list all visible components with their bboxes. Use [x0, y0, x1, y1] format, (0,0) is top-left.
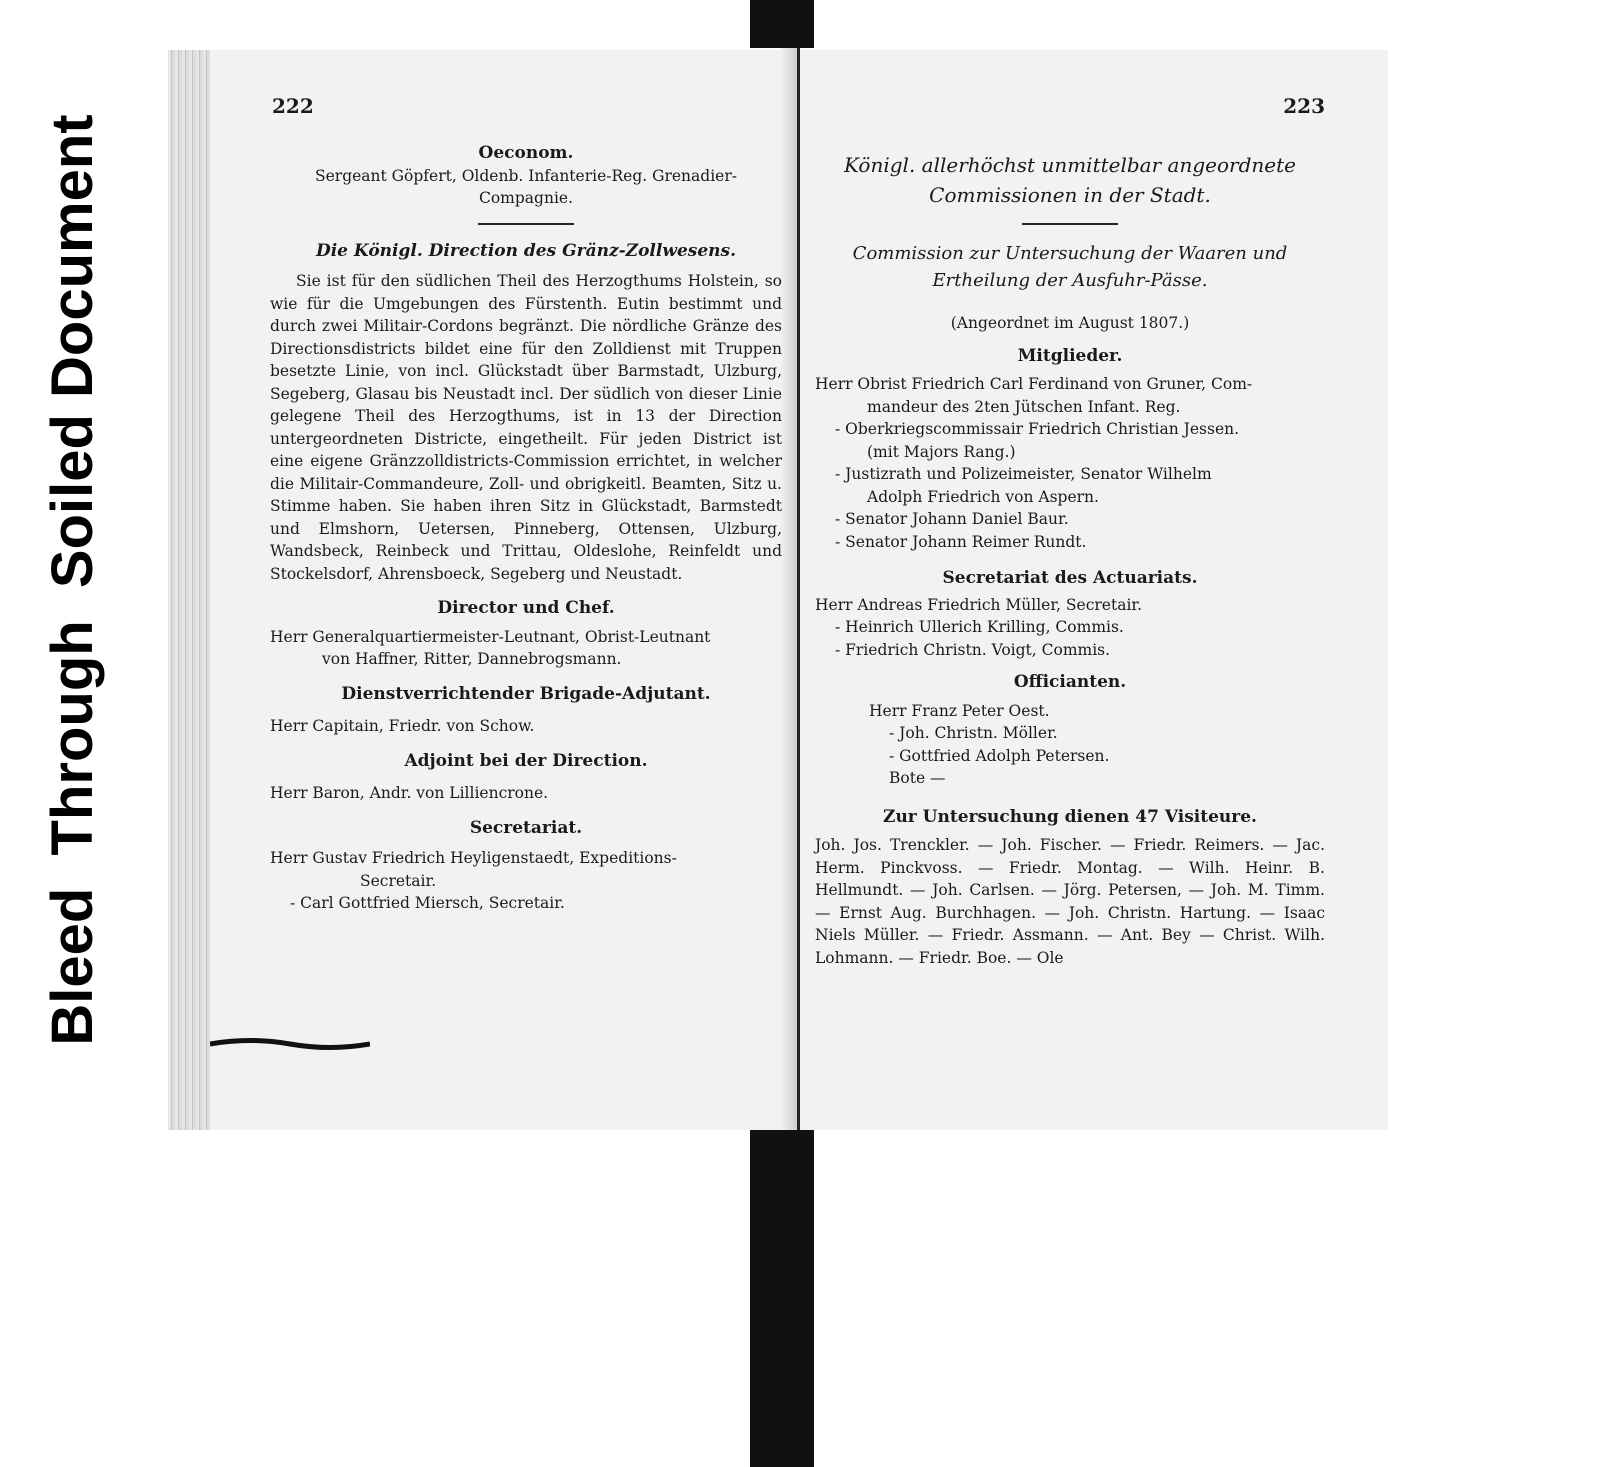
- spine-bottom: [750, 1130, 814, 1467]
- members-heading: Mitglieder.: [1017, 345, 1123, 366]
- members-list: [815, 373, 1325, 553]
- actuariat-line: - Heinrich Ullerich Krilling, Commis.: [835, 618, 1124, 636]
- officianten-line: - Gottfried Adolph Petersen.: [889, 746, 1110, 765]
- officianten-heading: Officianten.: [1013, 672, 1127, 692]
- officianten-line: Herr Franz Peter Oest.: [869, 701, 1050, 720]
- watermark-stamp: [38, 60, 108, 1100]
- member-entry: Herr Obrist Friedrich Carl Ferdinand von Gruner, Com-: [815, 375, 1253, 393]
- page-number-right: 223: [1283, 94, 1325, 118]
- left-page: [270, 50, 782, 1130]
- commissions-title: Commissionen in der Stadt.: [929, 183, 1211, 207]
- page-number-left: 222: [272, 94, 314, 118]
- direction-paragraph: Sie ist für den südlichen Theil des Herzogthums Holstein, so wie für die Umgebungen des Fürstenth. Eutin bestimmt und durch zwei Militair-Cordons begränzt. Die nördliche Gränze des Directionsdistricts bildet eine für den Zolldienst mit Truppen besetzte Linie, von incl. Glückstadt über Barmstadt, Ulzburg, Segeberg, Glasau bis Neustadt incl. Der südlich von dieser Linie gelegene Theil des Herzogthums, ist in 13 der Direction untergeordneten Districte, eingetheilt. Für jeden District ist eine eigene Gränzzolldistricts-Commission errichtet, in welcher die Militair-Commandeure, Zoll- und obrigkeitl. Beamten, Sitz u. Stimme haben. Sie haben ihren Sitz in Glückstadt, Barmstedt und Elmshorn, Uetersen, Pinneberg, Ottensen, Ulzburg, Wandsbeck, Reinbeck und Trittau, Oldeslohe, Reinfeldt und Stockelsdorf, Ahrensboeck, Segeberg und Neustadt.: [270, 272, 782, 583]
- ink-flourish: [210, 1037, 370, 1051]
- member-entry-cont: mandeur des 2ten Jütschen Infant. Reg.: [867, 397, 1181, 416]
- member-entry: - Oberkriegscommissair Friedrich Christian Jessen.: [835, 420, 1240, 438]
- member-entry: - Justizrath und Polizeimeister, Senator Wilhelm: [835, 465, 1212, 483]
- page-edge: [168, 50, 210, 1130]
- direction-heading: Die Königl. Direction des Gränz-Zollwesens.: [315, 240, 737, 261]
- right-page: [815, 50, 1325, 1130]
- gutter-shadow: [780, 48, 797, 1130]
- visiteure-heading: Zur Untersuchung dienen 47 Visiteure.: [883, 806, 1257, 827]
- adjoint-line: Herr Baron, Andr. von Lilliencrone.: [270, 784, 549, 802]
- secretariat-line: Secretair.: [360, 871, 437, 890]
- oeconom-line: Sergeant Göpfert, Oldenb. Infanterie-Reg. Grenadier-: [315, 166, 737, 185]
- actuariat-heading: Secretariat des Actuariats.: [942, 568, 1198, 588]
- brigade-line: Herr Capitain, Friedr. von Schow.: [270, 717, 535, 735]
- visiteure-paragraph: Joh. Jos. Trenckler. — Joh. Fischer. — Friedr. Reimers. — Jac. Herm. Pinckvoss. — Friedr. Montag. — Wilh. Heinr. B. Hellmundt. — Joh. Carlsen. — Jörg. Petersen, — Joh. M. Timm. — Ernst Aug. Burchhagen. — Joh. Christn. Hartung. — Isaac Niels Müller. — Friedr. Assmann. — Ant. Bey — Christ. Wilh. Lohmann. — Friedr. Boe. — Ole: [815, 836, 1325, 967]
- commission-heading: Commission zur Untersuchung der Waaren und: [852, 243, 1288, 264]
- spine-top: [750, 0, 814, 48]
- director-line: von Haffner, Ritter, Dannebrogsmann.: [322, 650, 622, 668]
- member-entry-cont: Adolph Friedrich von Aspern.: [867, 487, 1099, 506]
- commissions-title: Königl. allerhöchst unmittelbar angeordnete: [844, 153, 1296, 177]
- divider: [1022, 223, 1118, 225]
- actuariat-line: - Friedrich Christn. Voigt, Commis.: [835, 640, 1111, 659]
- gutter-line: [797, 48, 800, 1130]
- member-entry: - Senator Johann Daniel Baur.: [835, 510, 1069, 528]
- director-heading: Director und Chef.: [437, 598, 615, 618]
- commission-heading: Ertheilung der Ausfuhr-Pässe.: [932, 270, 1208, 291]
- officianten-line: Bote —: [889, 769, 946, 787]
- oeconom-line: Compagnie.: [478, 189, 573, 207]
- member-entry: - Senator Johann Reimer Rundt.: [835, 532, 1087, 551]
- officianten-line: - Joh. Christn. Möller.: [889, 724, 1058, 742]
- member-entry-cont: (mit Majors Rang.): [867, 442, 1016, 461]
- secretariat-line: Herr Gustav Friedrich Heyligenstaedt, Expeditions-: [270, 849, 677, 867]
- left-page-content: [270, 142, 782, 915]
- stamp-text: Bleed Through Soiled Document: [40, 114, 105, 1046]
- director-line: Herr Generalquartiermeister-Leutnant, Obrist-Leutnant: [270, 627, 711, 646]
- secretariat-line: - Carl Gottfried Miersch, Secretair.: [290, 894, 565, 912]
- secretariat-heading: Secretariat.: [469, 817, 583, 838]
- actuariat-line: Herr Andreas Friedrich Müller, Secretair.: [815, 595, 1143, 614]
- brigade-heading: Dienstverrichtender Brigade-Adjutant.: [341, 683, 711, 704]
- divider: [478, 223, 574, 225]
- right-page-content: [815, 150, 1325, 969]
- oeconom-heading: Oeconom.: [478, 143, 574, 163]
- adjoint-heading: Adjoint bei der Direction.: [404, 750, 648, 771]
- ordered-date: (Angeordnet im August 1807.): [950, 314, 1190, 332]
